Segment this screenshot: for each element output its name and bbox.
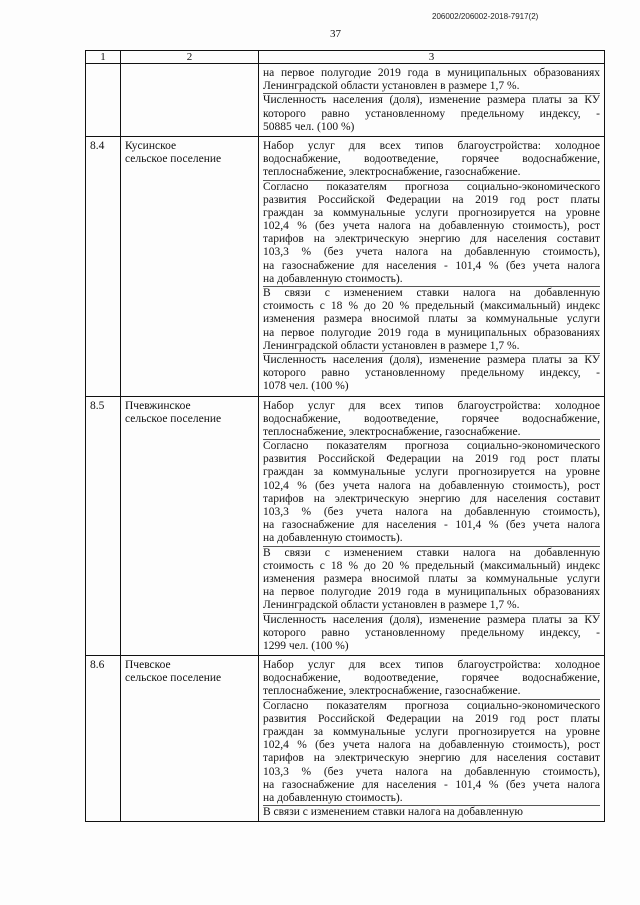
settlement-name-line: Пчевжинское <box>125 399 191 412</box>
description-paragraph <box>263 400 600 440</box>
row-number: 8.5 <box>90 399 105 412</box>
text-line: изменения размера вносимой платы за коммунальные услуги <box>263 572 600 585</box>
description-paragraph <box>263 439 600 546</box>
text-line: теплоснабжение, электроснабжение, газоснабжение. <box>263 166 521 179</box>
table-header-row <box>86 51 605 64</box>
text-line: которого равно установленному предельному индексу, - <box>263 367 600 380</box>
description-paragraph <box>263 67 600 93</box>
text-line: водоснабжение, водоотведение, горячее водоснабжение, <box>263 412 600 425</box>
text-line: Численность населения (доля), изменение размера платы за КУ <box>263 353 600 366</box>
column-header-2: 2 <box>121 51 259 64</box>
text-line: 102,4 % (без учета налога на добавленную стоимость), рост <box>263 479 600 492</box>
text-line: 103,3 % (без учета налога на добавленную стоимость), <box>263 506 600 518</box>
text-line: Согласно показателям прогноза социально-экономического <box>263 440 600 453</box>
text-line: Согласно показателям прогноза социально-экономического <box>263 180 600 193</box>
settlement-name-line: сельское поселение <box>125 672 222 685</box>
table-row <box>86 656 605 822</box>
text-line: 103,3 % (без учета налога на добавленную стоимость), <box>263 765 600 778</box>
text-line: В связи с изменением ставки налога на добавленную <box>263 546 600 559</box>
text-line: которого равно установленному предельному индексу, - <box>263 107 600 120</box>
table-row <box>86 64 605 137</box>
description-paragraph <box>263 180 600 287</box>
column-header-3: 3 <box>259 51 605 64</box>
text-line: на первое полугодие 2019 года в муниципальных образованиях <box>263 67 600 79</box>
description-paragraph <box>263 93 600 134</box>
text-line: водоснабжение, водоотведение, горячее водоснабжение, <box>263 153 600 166</box>
text-line: изменения размера вносимой платы за коммунальные услуги <box>263 313 600 326</box>
settlement-name-line: Кусинское <box>125 139 177 152</box>
text-line: развития Российской Федерации на 2019 год рост платы <box>263 453 600 466</box>
row-number-cell <box>86 396 121 656</box>
text-line: Численность населения (доля), изменение размера платы за КУ <box>263 94 600 107</box>
settlement-name-line: сельское поселение <box>125 412 222 425</box>
document-code: 206002/206002-2018-7917(2) <box>432 12 539 21</box>
text-line: теплоснабжение, электроснабжение, газоснабжение. <box>263 685 521 698</box>
row-number-cell <box>86 656 121 822</box>
table-row <box>86 136 605 396</box>
text-line: на газоснабжение для населения - 101,4 % (без учета налога <box>263 519 600 532</box>
text-line: развития Российской Федерации на 2019 год рост платы <box>263 193 600 206</box>
description-paragraph <box>263 659 600 699</box>
settlement-name-cell <box>121 136 259 396</box>
page-number: 37 <box>330 28 341 40</box>
text-line: граждан за коммунальные услуги прогнозируется на уровне <box>263 466 600 479</box>
text-line: на газоснабжение для населения - 101,4 % (без учета налога <box>263 778 600 791</box>
description-paragraph <box>263 805 600 819</box>
text-line: на газоснабжение для населения - 101,4 % (без учета налога <box>263 259 600 272</box>
row-number-cell <box>86 64 121 137</box>
text-line: водоснабжение, водоотведение, горячее водоснабжение, <box>263 672 600 685</box>
text-line: В связи с изменением ставки налога на добавленную <box>263 287 600 299</box>
row-number-cell <box>86 136 121 396</box>
text-line: Набор услуг для всех типов благоустройства: холодное <box>263 399 600 412</box>
text-line: Согласно показателям прогноза социально-экономического <box>263 699 600 712</box>
data-table <box>85 50 605 822</box>
column-header-1: 1 <box>86 51 121 64</box>
text-line: Численность населения (доля), изменение размера платы за КУ <box>263 613 600 626</box>
description-cell <box>259 136 605 396</box>
text-line: на добавленную стоимость). <box>263 532 403 545</box>
settlement-name-cell <box>121 64 259 137</box>
text-line: Ленинградской области установлен в размере 1,7 %. <box>263 80 520 93</box>
text-line: 50885 чел. (100 %) <box>263 120 355 133</box>
text-line: тарифов на электрическую энергию для населения составит <box>263 492 600 505</box>
text-line: на добавленную стоимость). <box>263 272 403 285</box>
description-paragraph <box>263 140 600 180</box>
description-paragraph <box>263 286 600 353</box>
text-line: Набор услуг для всех типов благоустройства: холодное <box>263 659 600 672</box>
text-line: 1299 чел. (100 %) <box>263 639 349 652</box>
settlement-name-cell <box>121 396 259 656</box>
description-paragraph <box>263 546 600 613</box>
text-line: тарифов на электрическую энергию для населения составит <box>263 752 600 765</box>
text-line: Ленинградской области установлен в размере 1,7 %. <box>263 339 520 352</box>
description-cell <box>259 656 605 822</box>
text-line: развития Российской Федерации на 2019 год рост платы <box>263 712 600 725</box>
text-line: тарифов на электрическую энергию для населения составит <box>263 233 600 246</box>
text-line: стоимость с 18 % до 20 % предельный (максимальный) индекс <box>263 559 600 572</box>
description-paragraph <box>263 613 600 654</box>
text-line: граждан за коммунальные услуги прогнозируется на уровне <box>263 726 600 738</box>
text-line: граждан за коммунальные услуги прогнозируется на уровне <box>263 206 600 219</box>
row-number: 8.4 <box>90 139 105 152</box>
text-line: 102,4 % (без учета налога на добавленную стоимость), рост <box>263 220 600 233</box>
settlement-name-cell <box>121 656 259 822</box>
description-cell <box>259 64 605 137</box>
text-line: В связи с изменением ставки налога на добавленную <box>263 806 523 819</box>
text-line: на первое полугодие 2019 года в муниципальных образованиях <box>263 586 600 599</box>
table-row <box>86 396 605 656</box>
text-line: которого равно установленному предельному индексу, - <box>263 626 600 639</box>
row-number: 8.6 <box>90 659 105 672</box>
text-line: стоимость с 18 % до 20 % предельный (максимальный) индекс <box>263 300 600 313</box>
text-line: 102,4 % (без учета налога на добавленную стоимость), рост <box>263 739 600 752</box>
settlement-name-line: Пчевское <box>125 659 171 672</box>
text-line: 103,3 % (без учета налога на добавленную стоимость), <box>263 246 600 259</box>
table-body <box>86 51 605 822</box>
text-line: Набор услуг для всех типов благоустройства: холодное <box>263 139 600 152</box>
text-line: на добавленную стоимость). <box>263 791 403 804</box>
text-line: теплоснабжение, электроснабжение, газоснабжение. <box>263 425 521 438</box>
description-paragraph <box>263 699 600 806</box>
settlement-name-line: сельское поселение <box>125 153 222 166</box>
text-line: 1078 чел. (100 %) <box>263 380 349 393</box>
description-cell <box>259 396 605 656</box>
text-line: Ленинградской области установлен в размере 1,7 %. <box>263 599 520 612</box>
description-paragraph <box>263 353 600 394</box>
text-line: на первое полугодие 2019 года в муниципальных образованиях <box>263 326 600 339</box>
